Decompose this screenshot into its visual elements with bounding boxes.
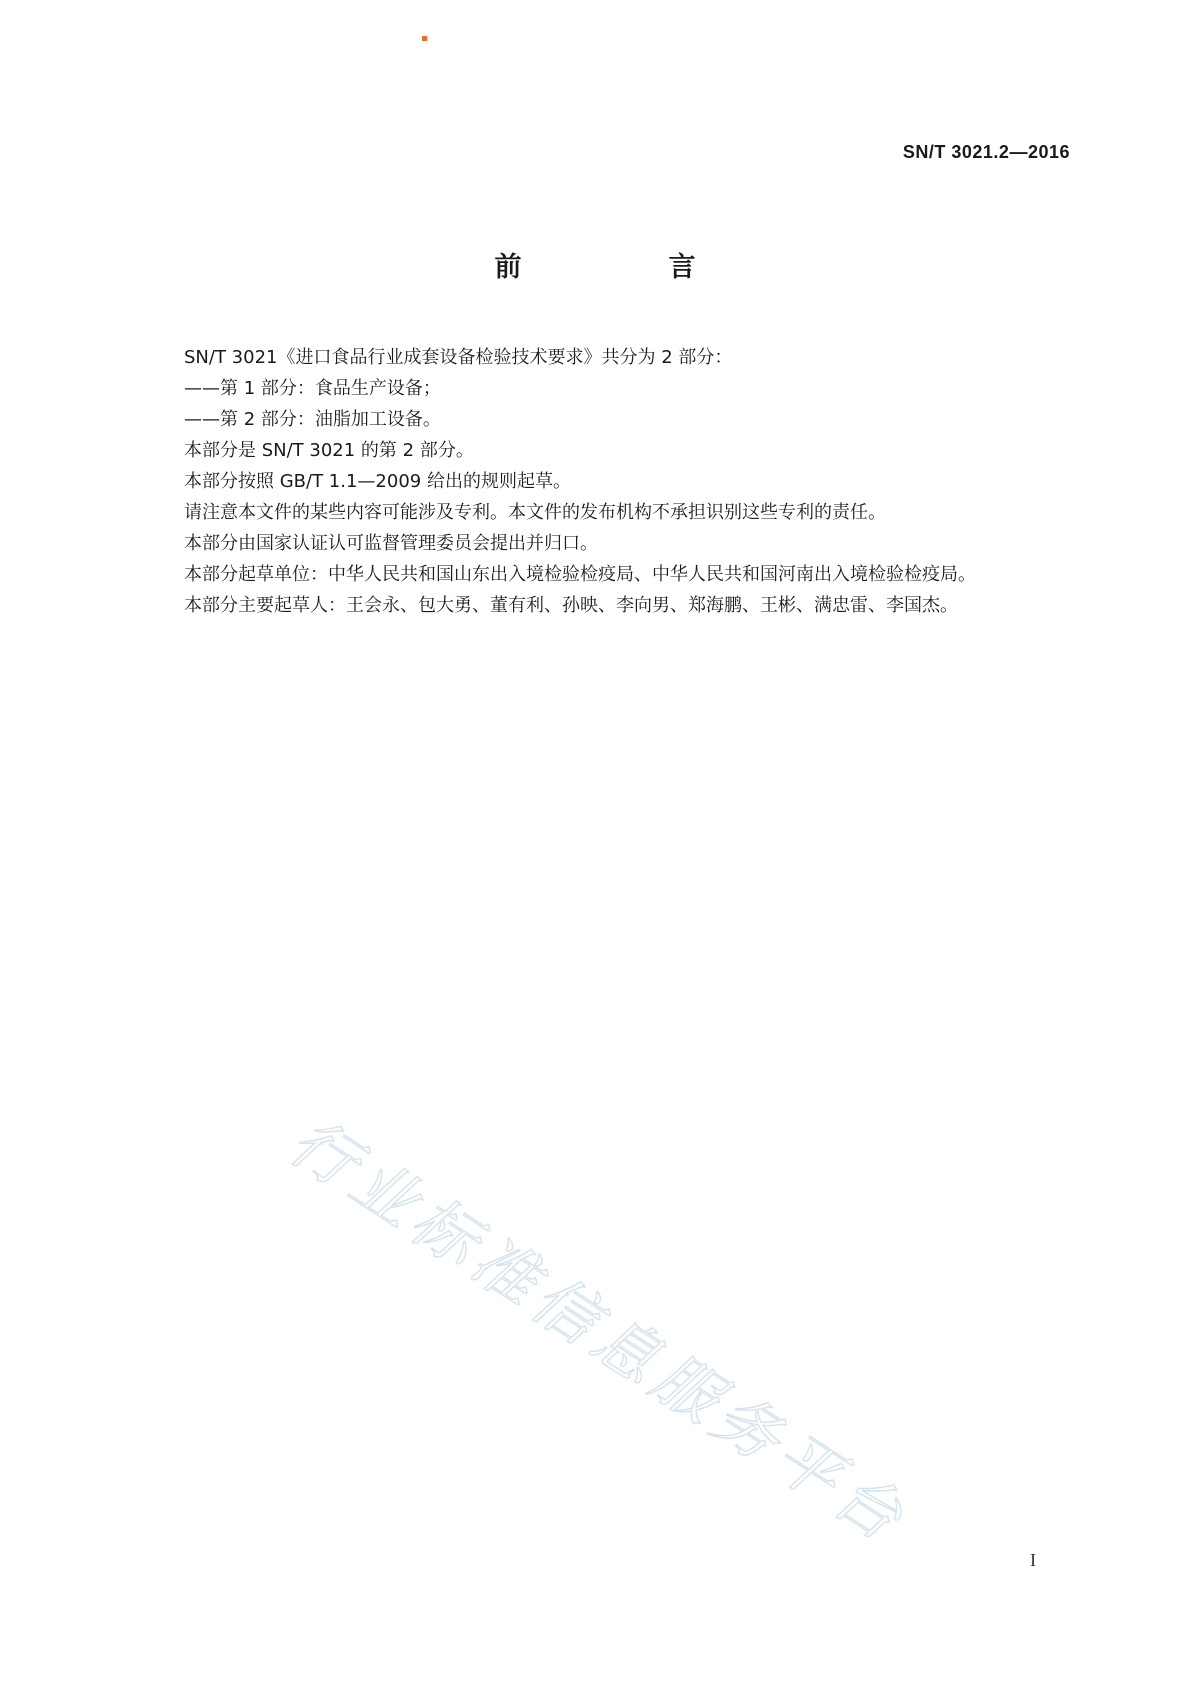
standard-number: SN/T 3021.2—2016 bbox=[902, 142, 1070, 162]
page-title: 前 言 bbox=[494, 252, 756, 283]
paragraph-drafting-rules: 本部分按照 GB/T 1.1—2009 给出的规则起草。 bbox=[184, 471, 571, 492]
paragraph-part-1: ——第 1 部分：食品生产设备； bbox=[184, 378, 441, 399]
paragraph-drafters: 本部分主要起草人：王会永、包大勇、董有利、孙映、李向男、郑海鹏、王彬、满忠雷、李国杰。 bbox=[184, 595, 958, 616]
paragraph-proposer: 本部分由国家认证认可监督管理委员会提出并归口。 bbox=[184, 533, 598, 554]
foreword-body bbox=[142, 342, 1066, 621]
page-number: I bbox=[1030, 1550, 1036, 1570]
paragraph-part-2: ——第 2 部分：油脂加工设备。 bbox=[184, 409, 441, 430]
paragraph-intro: SN/T 3021《进口食品行业成套设备检验技术要求》共分为 2 部分： bbox=[184, 347, 733, 368]
watermark: 行业标准信息服务平台 bbox=[276, 1105, 921, 1560]
orange-mark bbox=[422, 36, 427, 41]
paragraph-patent-notice: 请注意本文件的某些内容可能涉及专利。本文件的发布机构不承担识别这些专利的责任。 bbox=[184, 502, 886, 523]
paragraph-drafting-units: 本部分起草单位：中华人民共和国山东出入境检验检疫局、中华人民共和国河南出入境检验检疫局。 bbox=[184, 564, 976, 585]
paragraph-part-statement: 本部分是 SN/T 3021 的第 2 部分。 bbox=[184, 440, 474, 461]
